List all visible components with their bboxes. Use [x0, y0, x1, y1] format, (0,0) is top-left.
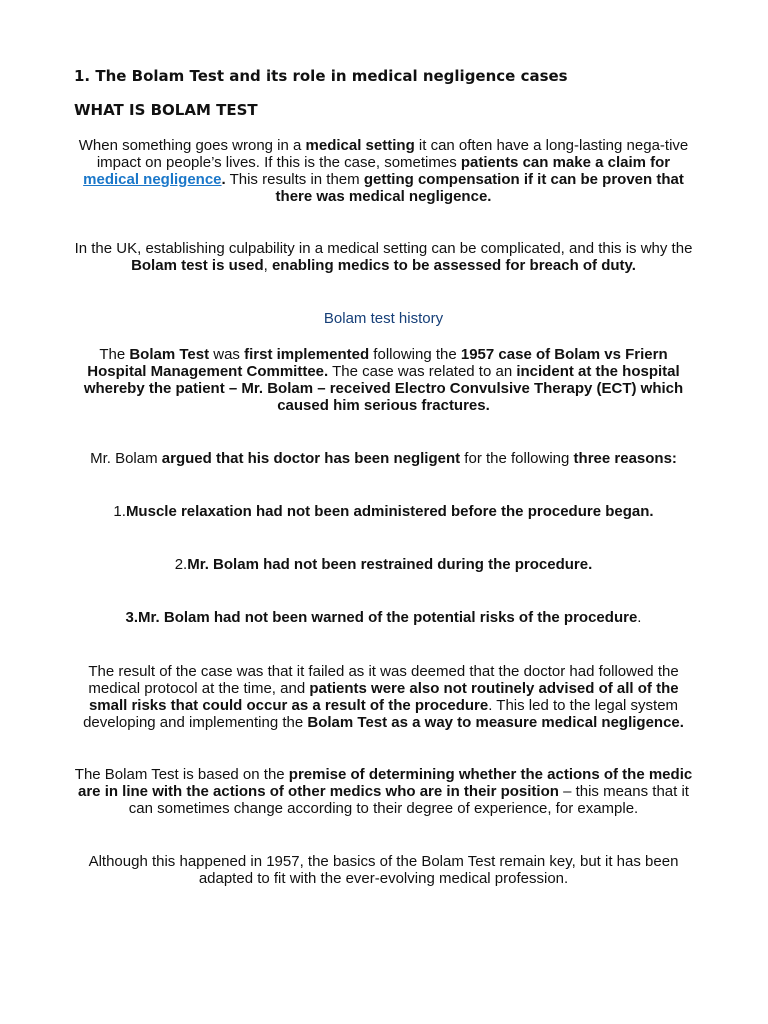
reason-tail-3: .: [637, 609, 642, 626]
intro-paragraph: [70, 137, 697, 205]
reason-text-2: Mr. Bolam had not been restrained during the procedure.: [187, 556, 593, 573]
p5-text-2: . This led to the legal system developing and implementing the: [83, 697, 679, 731]
section-heading: WHAT IS BOLAM TEST: [74, 101, 258, 119]
p4-bold-1: argued that his doctor has been negligent: [161, 450, 461, 467]
argument-paragraph: [70, 450, 697, 467]
p5-bold-1: patients were also not routinely advised of all of the small risks that could occur as a result of the procedure: [88, 680, 679, 714]
medical-negligence-link[interactable]: medical negligence: [83, 171, 222, 188]
reason-number-1: 1.: [113, 503, 126, 520]
reason-item-3: [70, 609, 697, 626]
p3-text-2: was: [209, 346, 245, 363]
p2-text-1: In the UK, establishing culpability in a medical setting can be complicated, and this is why the: [74, 240, 693, 257]
result-paragraph: [70, 663, 697, 731]
main-heading: 1. The Bolam Test and its role in medical negligence cases: [74, 67, 568, 85]
reason-number-2: 2.: [174, 556, 188, 573]
p1-text-3: This results in them: [225, 171, 364, 188]
p2-bold-2: enabling medics to be assessed for breach of duty.: [271, 257, 636, 274]
conclusion-paragraph: [70, 853, 697, 887]
p3-bold-3: 1957 case of Bolam vs Friern Hospital Management Committee.: [87, 346, 668, 380]
reason-item-2: [70, 556, 697, 573]
p5-text-1: The result of the case was that it failed as it was deemed that the doctor had followed the medical protocol at the time, and: [88, 663, 679, 697]
p1-bold-2: patients can make a claim for: [460, 154, 671, 171]
reason-item-1: [70, 503, 697, 520]
reason-text-3: Mr. Bolam had not been warned of the potential risks of the procedure: [138, 609, 638, 626]
p5-bold-2: Bolam Test as a way to measure medical negligence.: [307, 714, 684, 731]
uk-paragraph: [70, 240, 697, 274]
premise-paragraph: [70, 766, 697, 817]
p4-bold-2: three reasons:: [573, 450, 677, 467]
history-paragraph: [70, 346, 697, 414]
p1-bold-4: getting compensation if it can be proven that there was medical negligence.: [275, 171, 684, 205]
p1-text-1: When something goes wrong in a: [78, 137, 306, 154]
p7-text-1: Although this happened in 1957, the basics of the Bolam Test remain key, but it has been adapted to fit with the ever-evolving medical profession.: [88, 853, 679, 887]
p3-bold-2: first implemented: [244, 346, 370, 363]
reason-text-1: Muscle relaxation had not been administered before the procedure began.: [125, 503, 654, 520]
history-subheading: Bolam test history: [323, 310, 444, 327]
reason-number-3: 3.: [125, 609, 139, 626]
p2-bold-1: Bolam test is used: [131, 257, 264, 274]
p3-bold-1: Bolam Test: [129, 346, 210, 363]
p3-bold-4: incident at the hospital whereby the patient – Mr. Bolam – received Electro Convulsive Therapy (ECT) which caused him serious fractures.: [83, 363, 684, 414]
p6-text-1: The Bolam Test is based on the: [74, 766, 289, 783]
p2-text-2: ,: [263, 257, 272, 274]
p6-bold-1: premise of determining whether the actions of the medic are in line with the actions of other medics who are in their position: [78, 766, 693, 800]
p3-text-3: following the: [369, 346, 461, 363]
p3-text-4: The case was related to an: [328, 363, 517, 380]
p1-bold-1: medical setting: [305, 137, 415, 154]
p1-bold-3: .: [221, 171, 226, 188]
p6-text-2: – this means that it can sometimes change according to their degree of experience, for example.: [128, 783, 689, 817]
p1-text-2: it can often have a long-lasting nega-tive impact on people’s lives. If this is the case, sometimes: [96, 137, 689, 171]
p4-text-2: for the following: [460, 450, 574, 467]
p4-text-1: Mr. Bolam: [90, 450, 162, 467]
p3-text-1: The: [99, 346, 130, 363]
